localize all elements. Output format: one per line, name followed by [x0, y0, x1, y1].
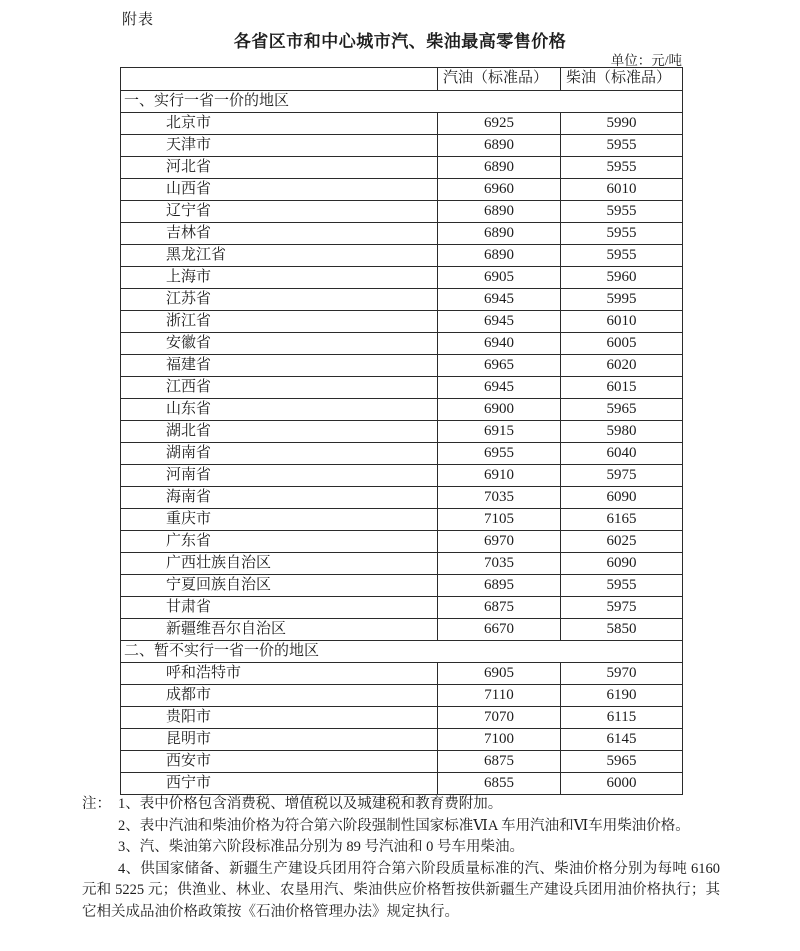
- region-name: 甘肃省: [121, 597, 438, 619]
- region-name: 山西省: [121, 179, 438, 201]
- column-header-region: [121, 68, 438, 91]
- gasoline-price: 7105: [438, 509, 561, 531]
- region-name: 西宁市: [121, 773, 438, 795]
- diesel-price: 5970: [561, 663, 683, 685]
- diesel-price: 5955: [561, 223, 683, 245]
- gasoline-price: 6890: [438, 157, 561, 179]
- table-row: [121, 157, 683, 179]
- gasoline-price: 6905: [438, 267, 561, 289]
- diesel-price: 6015: [561, 377, 683, 399]
- region-name: 成都市: [121, 685, 438, 707]
- diesel-price: 5955: [561, 575, 683, 597]
- gasoline-price: 7100: [438, 729, 561, 751]
- table-row: [121, 751, 683, 773]
- gasoline-price: 6955: [438, 443, 561, 465]
- column-header-diesel: 柴油（标准品）: [561, 68, 683, 91]
- table-row: [121, 201, 683, 223]
- notes-label: 注：: [82, 796, 111, 812]
- gasoline-price: 6890: [438, 201, 561, 223]
- table-row: [121, 707, 683, 729]
- note-item: 4、供国家储备、新疆生产建设兵团用符合第六阶段质量标准的汽、柴油价格分别为每吨 6160 元和 5225 元；供渔业、林业、农垦用汽、柴油供应价格暂按供新疆生产建设兵团用油价格执行；其它相关成品油价格政策按《石油价格管理办法》规定执行。: [82, 860, 720, 920]
- column-header-gasoline: 汽油（标准品）: [438, 68, 561, 91]
- diesel-price: 5850: [561, 619, 683, 641]
- table-row: [121, 223, 683, 245]
- table-row: [121, 355, 683, 377]
- gasoline-price: 7110: [438, 685, 561, 707]
- region-name: 贵阳市: [121, 707, 438, 729]
- region-name: 上海市: [121, 267, 438, 289]
- section-heading-row: [121, 91, 683, 113]
- table-row: [121, 729, 683, 751]
- gasoline-price: 6910: [438, 465, 561, 487]
- region-name: 江西省: [121, 377, 438, 399]
- diesel-price: 6115: [561, 707, 683, 729]
- appendix-label: 附表: [122, 12, 155, 28]
- region-name: 昆明市: [121, 729, 438, 751]
- region-name: 黑龙江省: [121, 245, 438, 267]
- gasoline-price: 6900: [438, 399, 561, 421]
- table-row: [121, 135, 683, 157]
- region-name: 河北省: [121, 157, 438, 179]
- table-row: [121, 267, 683, 289]
- table-row: [121, 333, 683, 355]
- region-name: 重庆市: [121, 509, 438, 531]
- gasoline-price: 7035: [438, 553, 561, 575]
- diesel-price: 6025: [561, 531, 683, 553]
- diesel-price: 6010: [561, 311, 683, 333]
- region-name: 西安市: [121, 751, 438, 773]
- table-row: [121, 289, 683, 311]
- table-row: [121, 399, 683, 421]
- gasoline-price: 6855: [438, 773, 561, 795]
- price-table-body: [121, 91, 683, 795]
- diesel-price: 6000: [561, 773, 683, 795]
- diesel-price: 5965: [561, 399, 683, 421]
- diesel-price: 5990: [561, 113, 683, 135]
- table-row: [121, 487, 683, 509]
- diesel-price: 6040: [561, 443, 683, 465]
- gasoline-price: 7035: [438, 487, 561, 509]
- diesel-price: 5955: [561, 201, 683, 223]
- gasoline-price: 6890: [438, 135, 561, 157]
- region-name: 广西壮族自治区: [121, 553, 438, 575]
- region-name: 吉林省: [121, 223, 438, 245]
- table-row: [121, 311, 683, 333]
- gasoline-price: 6970: [438, 531, 561, 553]
- diesel-price: 5965: [561, 751, 683, 773]
- table-row: [121, 443, 683, 465]
- page-title: 各省区市和中心城市汽、柴油最高零售价格: [233, 32, 567, 51]
- table-header-row: [121, 68, 683, 91]
- diesel-price: 6090: [561, 553, 683, 575]
- diesel-price: 6020: [561, 355, 683, 377]
- gasoline-price: 6890: [438, 245, 561, 267]
- note-item: 3、汽、柴油第六阶段标准品分别为 89 号汽油和 0 号车用柴油。: [118, 839, 524, 856]
- diesel-price: 6090: [561, 487, 683, 509]
- notes-section: [82, 794, 720, 924]
- gasoline-price: 6945: [438, 311, 561, 333]
- gasoline-price: 6945: [438, 377, 561, 399]
- region-name: 福建省: [121, 355, 438, 377]
- gasoline-price: 6940: [438, 333, 561, 355]
- gasoline-price: 6875: [438, 597, 561, 619]
- diesel-price: 5955: [561, 135, 683, 157]
- table-row: [121, 619, 683, 641]
- diesel-price: 5975: [561, 597, 683, 619]
- gasoline-price: 6960: [438, 179, 561, 201]
- note-item: 注： 1、表中价格包含消费税、增值税以及城建税和教育费附加。: [82, 794, 720, 816]
- table-row: [121, 421, 683, 443]
- diesel-price: 6005: [561, 333, 683, 355]
- diesel-price: 5980: [561, 421, 683, 443]
- section-heading-row: [121, 641, 683, 663]
- gasoline-price: 6905: [438, 663, 561, 685]
- table-row: [121, 179, 683, 201]
- region-name: 山东省: [121, 399, 438, 421]
- table-row: [121, 553, 683, 575]
- section-heading: 一、实行一省一价的地区: [121, 91, 683, 113]
- table-row: [121, 773, 683, 795]
- gasoline-price: 6925: [438, 113, 561, 135]
- table-row: [121, 113, 683, 135]
- region-name: 湖北省: [121, 421, 438, 443]
- region-name: 新疆维吾尔自治区: [121, 619, 438, 641]
- gasoline-price: 6915: [438, 421, 561, 443]
- note-item: 2、表中汽油和柴油价格为符合第六阶段强制性国家标准ⅥA 车用汽油和Ⅵ车用柴油价格。: [118, 817, 690, 834]
- table-row: [121, 531, 683, 553]
- table-row: [121, 663, 683, 685]
- gasoline-price: 6895: [438, 575, 561, 597]
- table-row: [121, 685, 683, 707]
- region-name: 浙江省: [121, 311, 438, 333]
- diesel-price: 5975: [561, 465, 683, 487]
- region-name: 辽宁省: [121, 201, 438, 223]
- region-name: 江苏省: [121, 289, 438, 311]
- diesel-price: 5955: [561, 245, 683, 267]
- region-name: 宁夏回族自治区: [121, 575, 438, 597]
- region-name: 北京市: [121, 113, 438, 135]
- diesel-price: 6190: [561, 685, 683, 707]
- table-row: [121, 245, 683, 267]
- table-row: [121, 597, 683, 619]
- region-name: 海南省: [121, 487, 438, 509]
- gasoline-price: 7070: [438, 707, 561, 729]
- price-table: [120, 67, 683, 795]
- diesel-price: 6145: [561, 729, 683, 751]
- diesel-price: 5960: [561, 267, 683, 289]
- gasoline-price: 6945: [438, 289, 561, 311]
- gasoline-price: 6890: [438, 223, 561, 245]
- region-name: 湖南省: [121, 443, 438, 465]
- diesel-price: 6165: [561, 509, 683, 531]
- region-name: 广东省: [121, 531, 438, 553]
- gasoline-price: 6670: [438, 619, 561, 641]
- region-name: 安徽省: [121, 333, 438, 355]
- diesel-price: 6010: [561, 179, 683, 201]
- region-name: 呼和浩特市: [121, 663, 438, 685]
- section-heading: 二、暂不实行一省一价的地区: [121, 641, 683, 663]
- table-row: [121, 465, 683, 487]
- region-name: 天津市: [121, 135, 438, 157]
- diesel-price: 5955: [561, 157, 683, 179]
- gasoline-price: 6965: [438, 355, 561, 377]
- table-row: [121, 377, 683, 399]
- diesel-price: 5995: [561, 289, 683, 311]
- unit-label: 单位：元/吨: [610, 53, 682, 68]
- region-name: 河南省: [121, 465, 438, 487]
- table-row: [121, 509, 683, 531]
- gasoline-price: 6875: [438, 751, 561, 773]
- table-row: [121, 575, 683, 597]
